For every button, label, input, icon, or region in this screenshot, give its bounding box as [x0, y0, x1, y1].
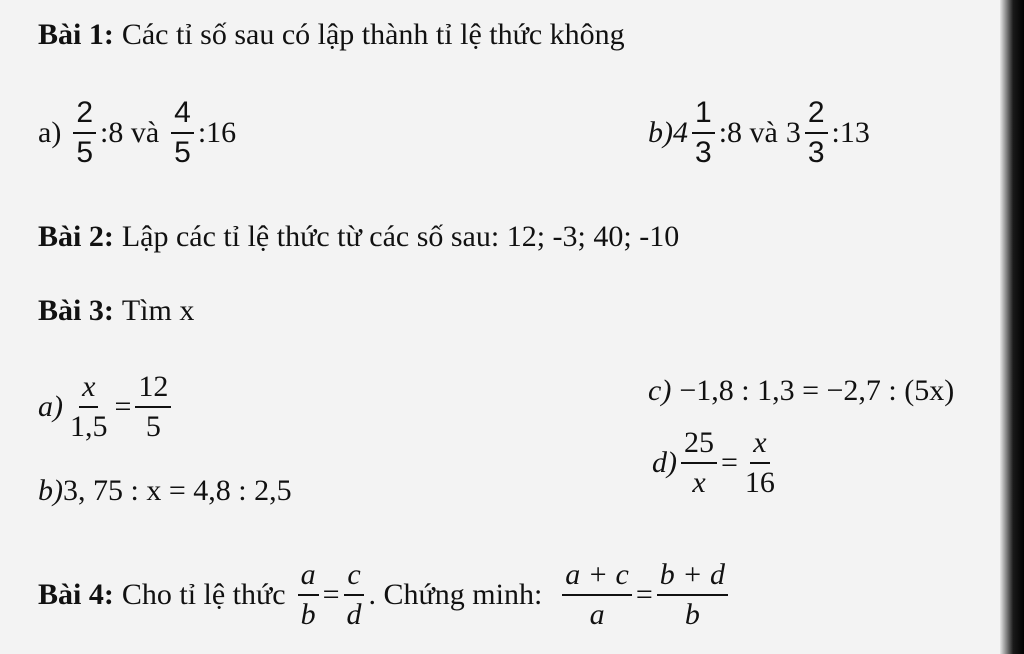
bai1-part-a	[38, 98, 236, 168]
bai3-b-label: b)	[38, 474, 63, 507]
bai3-c-expr: −1,8 : 1,3 = −2,7 : (5x)	[679, 374, 955, 407]
bai3-a-fraction-left	[67, 372, 111, 442]
bai1-part-b	[648, 98, 870, 168]
bai4-fraction-a-b	[298, 560, 319, 630]
bai4-f1-num: a	[298, 560, 319, 596]
bai1-a-fraction-2	[171, 98, 194, 168]
bai3-a-label: a)	[38, 390, 63, 423]
bai4-text: Cho tỉ lệ thức	[121, 578, 286, 611]
bai1-b-f1-den: 3	[695, 136, 712, 169]
bai1-title: Bài 1:	[38, 18, 114, 51]
bai1-a-f2-num: 4	[171, 98, 194, 134]
bai3-d-fraction-right	[742, 428, 778, 498]
bai1-b-label: b)4	[648, 116, 688, 149]
bai3-a-l-num: x	[79, 372, 98, 408]
bai4-title: Bài 4:	[38, 578, 114, 611]
bai4-f2-num: c	[344, 560, 363, 596]
bai3-d-equals: =	[721, 446, 738, 479]
bai4-f4-den: b	[684, 598, 700, 631]
bai1-a-part2: :16	[197, 116, 237, 149]
bai1-b-f2-den: 3	[807, 136, 825, 169]
bai3-c-label: c)	[648, 374, 672, 407]
bai3-b-expr: 3, 75 : x = 4,8 : 2,5	[63, 474, 292, 507]
bai4-equals-2: =	[635, 578, 653, 611]
bai3-d-fraction-left	[681, 428, 717, 498]
bai4-f2-den: d	[346, 598, 362, 631]
bai3-d-label: d)	[652, 446, 677, 479]
bai1-a-label: a)	[38, 116, 62, 149]
bai1-a-part1: :8 và	[100, 116, 160, 149]
bai3-heading	[38, 294, 194, 328]
bai4-equals-1: =	[322, 578, 340, 611]
bai4-f3-den: a	[589, 598, 605, 631]
bai4-fraction-c-d	[344, 560, 365, 630]
bai1-a-f1-num: 2	[73, 98, 96, 134]
bai4-f3-num: a + c	[562, 560, 632, 596]
bai3-title: Bài 3:	[38, 294, 114, 327]
bai1-heading	[38, 18, 625, 52]
dark-right-edge	[1000, 0, 1024, 654]
bai2-title: Bài 2:	[38, 220, 114, 253]
bai2-text: Lập các tỉ lệ thức từ các số sau: 12; -3; 40; -10	[121, 220, 680, 253]
bai1-a-fraction-1	[73, 98, 96, 168]
bai1-b-f1-num: 1	[692, 98, 715, 134]
bai3-a-r-num: 12	[135, 372, 171, 408]
bai3-a-fraction-right	[135, 372, 171, 442]
bai3-d-r-den: 16	[744, 466, 775, 499]
bai1-text: Các tỉ số sau có lập thành tỉ lệ thức không	[121, 18, 625, 51]
bai1-b-part2: :13	[831, 116, 870, 149]
bai3-d-l-den: x	[692, 466, 706, 499]
bai4-f4-num: b + d	[657, 560, 728, 596]
bai3-part-b	[38, 474, 292, 508]
bai3-text: Tìm x	[121, 294, 195, 327]
bai3-a-l-den: 1,5	[70, 410, 108, 443]
bai1-b-fraction-1	[692, 98, 715, 168]
bai1-a-f1-den: 5	[76, 136, 93, 169]
bai4-f1-den: b	[300, 598, 316, 631]
bai1-b-f2-num: 2	[805, 98, 828, 134]
bai2-heading	[38, 220, 679, 254]
bai3-part-a	[38, 372, 175, 442]
bai1-b-part1: :8 và	[718, 116, 778, 149]
bai3-d-r-num: x	[750, 428, 769, 464]
bai3-d-l-num: 25	[681, 428, 717, 464]
bai4-mid-text: . Chứng minh:	[368, 578, 543, 611]
bai1-b-fraction-2	[805, 98, 828, 168]
bai4-fraction-sum-b	[657, 560, 728, 630]
bai3-part-c	[648, 374, 954, 408]
bai1-b-whole2: 3	[785, 116, 801, 149]
bai3-a-r-den: 5	[145, 410, 161, 443]
bai3-part-d	[652, 428, 782, 498]
bai3-a-equals: =	[114, 390, 132, 423]
bai4-fraction-sum-a	[562, 560, 632, 630]
bai4-heading	[38, 560, 732, 630]
bai1-a-f2-den: 5	[174, 136, 191, 169]
